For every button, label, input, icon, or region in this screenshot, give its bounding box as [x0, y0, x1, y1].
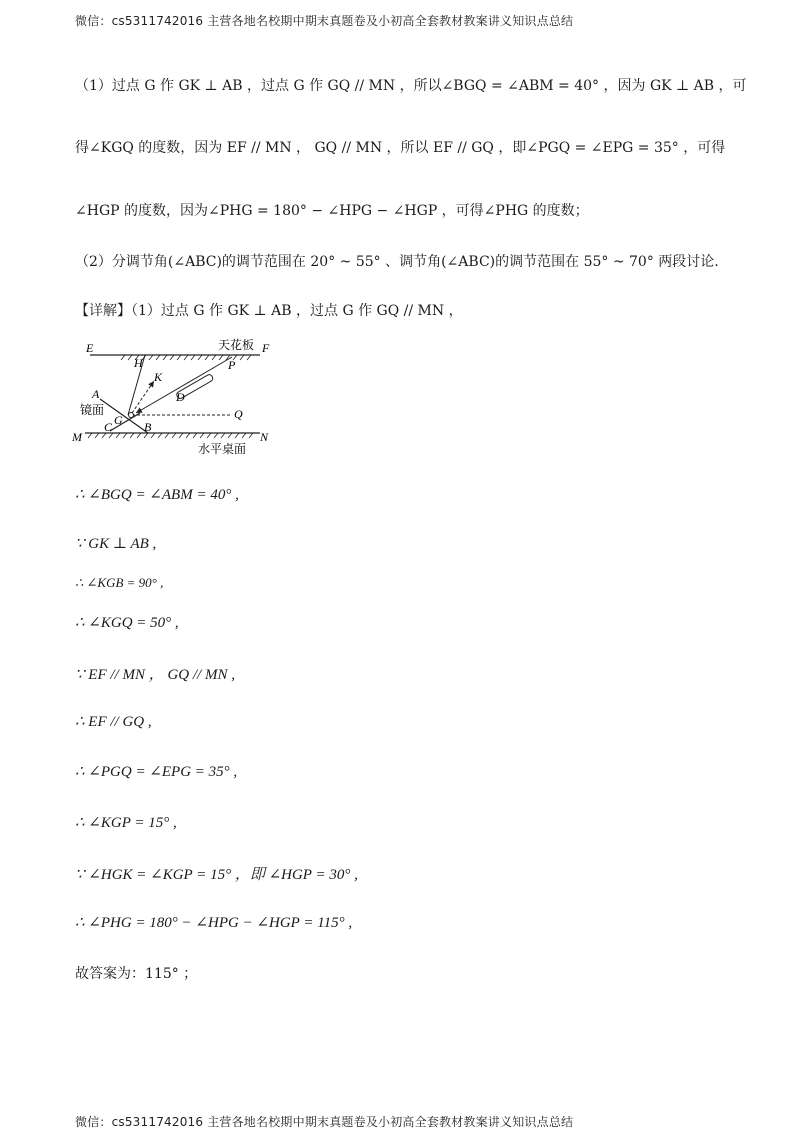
- line-pg: [136, 357, 232, 413]
- label-mirror: 镜面: [80, 403, 105, 417]
- detail-intro: 【详解】（1）过点 G 作 GK ⊥ AB ，过点 G 作 GQ // MN ，: [75, 303, 463, 319]
- label-h: H: [134, 356, 143, 370]
- step-2: ∵ GK ⊥ AB ,: [75, 536, 157, 552]
- label-b: B: [144, 420, 152, 434]
- label-e: E: [86, 341, 94, 355]
- step-4: ∴ ∠KGQ = 50° ,: [75, 615, 179, 631]
- label-p: P: [228, 358, 236, 372]
- label-n: N: [260, 430, 269, 444]
- final-answer: 故答案为：115° ；: [75, 966, 198, 982]
- label-f: F: [262, 341, 270, 355]
- page-header: 微信：cs5311742016 主营各地名校期中期末真题卷及小初高全套教材教案讲义知识点总结: [75, 14, 574, 28]
- step-8: ∴ ∠KGP = 15° ,: [75, 815, 177, 831]
- step-10: ∴ ∠PHG = 180° − ∠HPG − ∠HGP = 115° ,: [75, 915, 353, 931]
- label-g: G: [114, 413, 123, 427]
- geometry-figure: [70, 335, 290, 460]
- step-5: ∵ EF // MN ， GQ // MN ,: [75, 667, 235, 683]
- step-3: ∴ ∠KGB = 90° ,: [75, 575, 164, 590]
- line-gk: [132, 381, 154, 413]
- step-9: ∵ ∠HGK = ∠KGP = 15° ，即 ∠HGP = 30° ,: [75, 867, 358, 883]
- step-6: ∴ EF // GQ ,: [75, 714, 152, 730]
- label-ceiling: 天花板: [218, 338, 255, 352]
- page-footer: 微信：cs5311742016 主营各地名校期中期末真题卷及小初高全套教材教案讲义知识点总结: [75, 1115, 574, 1129]
- label-m: M: [72, 430, 82, 444]
- label-k: K: [154, 370, 163, 384]
- label-q: Q: [234, 407, 243, 421]
- label-d: D: [176, 390, 185, 404]
- analysis-part2-line: （2）分调节角(∠ABC)的调节范围在 20° ~ 55° 、调节角(∠ABC)的调节范围在 55° ~ 70° 两段讨论.: [75, 254, 719, 270]
- step-1: ∴ ∠BGQ = ∠ABM = 40° ,: [75, 487, 239, 503]
- label-c: C: [104, 420, 113, 434]
- analysis-line-1: （1）过点 G 作 GK ⊥ AB ，过点 G 作 GQ // MN ，所以∠BGQ = ∠ABM = 40° ，因为 GK ⊥ AB ，可: [75, 78, 747, 94]
- point-g: [129, 413, 134, 418]
- step-7: ∴ ∠PGQ = ∠EPG = 35° ,: [75, 764, 238, 780]
- analysis-line-3: ∠HGP 的度数，因为∠PHG = 180° − ∠HPG − ∠HGP ，可得∠PHG 的度数；: [75, 203, 589, 219]
- label-a: A: [92, 387, 100, 401]
- analysis-line-2: 得∠KGQ 的度数，因为 EF // MN ， GQ // MN ，所以 EF // GQ ，即∠PGQ = ∠EPG = 35° ，可得: [75, 140, 726, 156]
- label-desk: 水平桌面: [198, 442, 247, 456]
